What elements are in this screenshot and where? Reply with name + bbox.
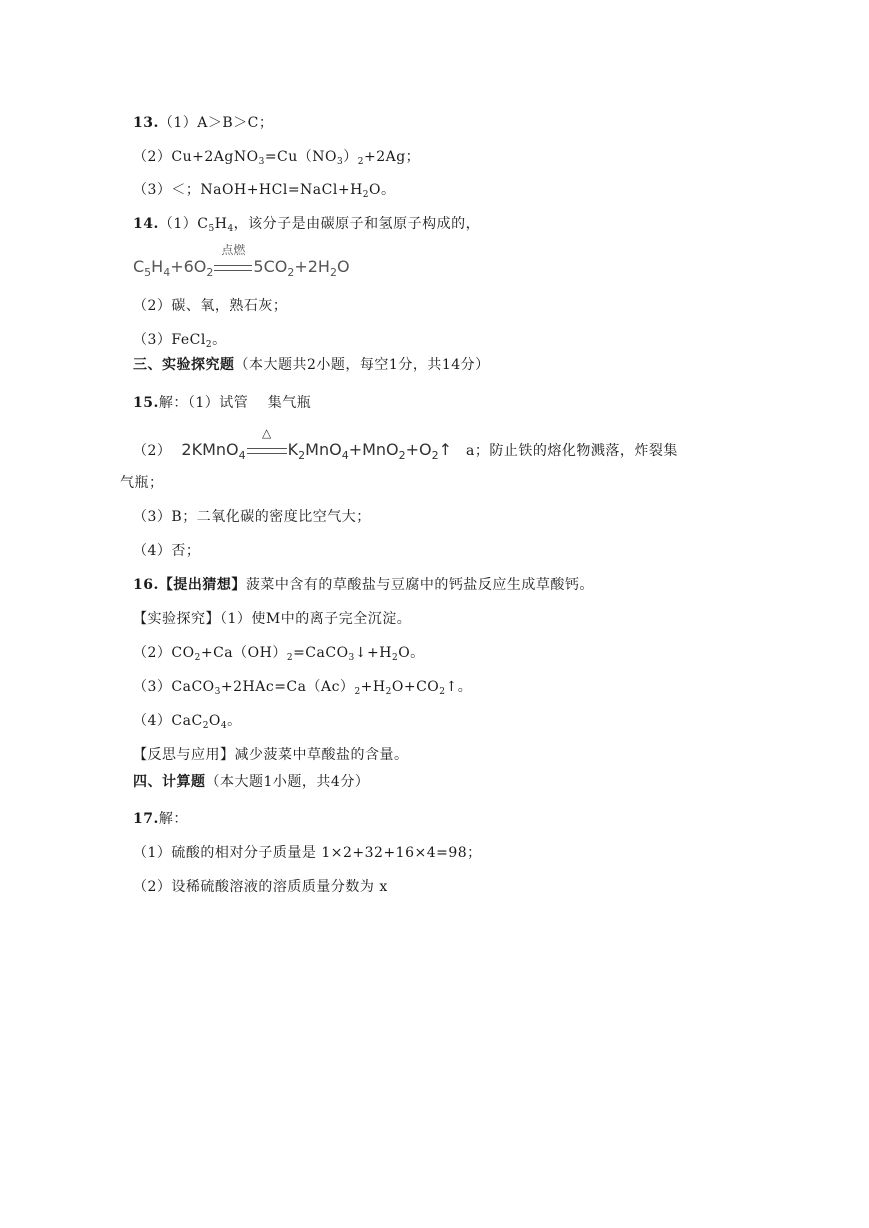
q17-part2: （2）设稀硫酸溶液的溶质质量分数为 x [133, 879, 388, 895]
q13-number: 13. [133, 115, 159, 131]
q14-number: 14. [133, 216, 159, 232]
section-4-heading: 四、计算题（本大题1小题，共4分） [133, 774, 370, 790]
q16-hypothesis: 16.【提出猜想】菠菜中含有的草酸盐与豆腐中的钙盐反应生成草酸钙。 [133, 577, 594, 593]
q13-part2: $(2)Cu+2AgNO_3=Cu(NO_3)_2+2Ag$； [133, 149, 421, 167]
q16-number: 16. [133, 577, 159, 593]
q14-part2: （2）碳、氧，熟石灰； [133, 298, 288, 314]
q14-part3: （3）FeCl$_2$。 [133, 332, 227, 350]
reaction-condition-arrow: △ [247, 440, 287, 460]
q15-part2-continued: 气瓶； [120, 475, 164, 491]
q13-part1: 13.（1）A＞B＞C； [133, 115, 274, 131]
section-3-heading: 三、实验探究题（本大题共2小题，每空1分，共14分） [133, 357, 490, 373]
q17-label: 17.解： [133, 811, 188, 827]
q17-part1: （1）硫酸的相对分子质量是 1×2+32+16×4=98； [133, 845, 482, 861]
q14-part1: $14.(1)C_5H_4$，该分子是由碳原子和氢原子构成的， [133, 216, 481, 234]
q15-number: 15. [133, 395, 159, 411]
q13-part3: （3）＜；$NaOH+HCl=NaCl+H_2O$。 [133, 182, 396, 200]
q16-experiment-part2: $(2)CO_2+Ca(OH)_2=CaCO_3↓+H_2O$。 [133, 645, 425, 663]
q15-part3: （3）B；二氧化碳的密度比空气大； [133, 509, 371, 525]
q15-part4: （4）否； [133, 543, 201, 559]
q14-combustion-equation: $C_5H_4+6O_2$ 点燃 $5CO_2+2H_2O$ [133, 243, 350, 279]
q17-number: 17. [133, 811, 159, 827]
reaction-condition-arrow: 点燃 [214, 257, 252, 277]
q15-part2: （2） 2KMnO$_4$ △ $K_2MnO_4+MnO_2+O_2↑$ a；防止铁的熔化物溅落，炸裂集 [133, 426, 678, 462]
q16-experiment-part3: $(3)CaCO_3+2HAc=Ca(Ac)_2+H_2O+CO_2↑$。 [133, 679, 473, 697]
q16-reflection: 【反思与应用】减少菠菜中草酸盐的含量。 [133, 747, 409, 763]
q16-experiment-part1: 【实验探究】（1）使M中的离子完全沉淀。 [133, 611, 412, 627]
q15-part1: 15.解：（1）试管 集气瓶 [133, 395, 312, 411]
q16-experiment-part4: $(4)CaC_2O_4$。 [133, 713, 242, 731]
q15-decomposition-equation: 2KMnO$_4$ △ $K_2MnO_4+MnO_2+O_2↑$ [181, 426, 453, 462]
